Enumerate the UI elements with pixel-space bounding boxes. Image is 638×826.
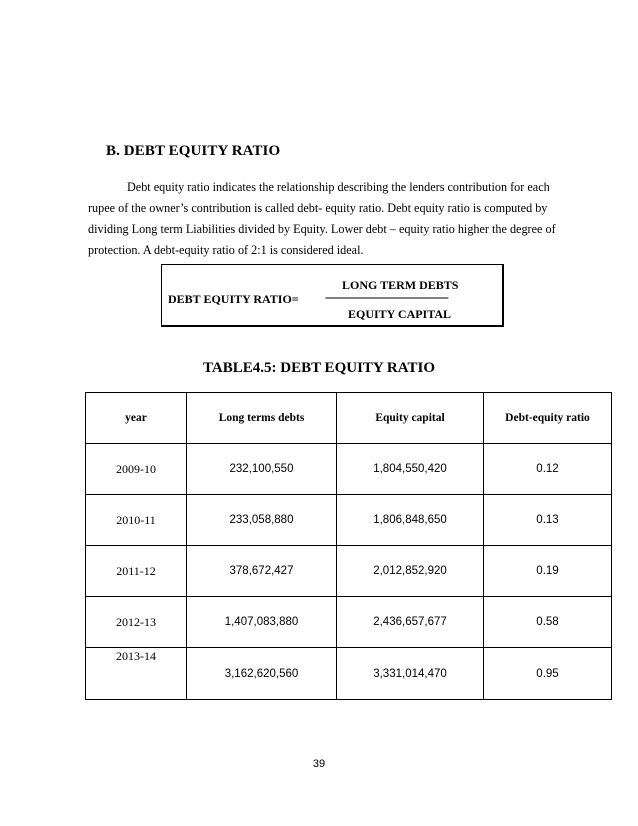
cell-long-term-debts: 1,407,083,880 — [187, 597, 337, 648]
paragraph-line: protection. A debt-equity ratio of 2:1 is considered ideal. — [88, 243, 364, 257]
cell-ratio: 0.95 — [484, 648, 612, 700]
cell-year: 2013-14 — [86, 648, 187, 700]
paragraph-line: Debt equity ratio indicates the relationship describing the lenders contribution for each — [127, 180, 550, 194]
cell-long-term-debts: 233,058,880 — [187, 495, 337, 546]
cell-ratio: 0.13 — [484, 495, 612, 546]
cell-ratio: 0.12 — [484, 444, 612, 495]
table-row — [86, 444, 612, 495]
cell-year: 2009-10 — [86, 444, 187, 495]
cell-long-term-debts: 3,162,620,560 — [187, 648, 337, 700]
table-row — [86, 648, 612, 700]
cell-equity-capital: 2,012,852,920 — [337, 546, 484, 597]
body-paragraph — [88, 177, 556, 261]
formula-box — [161, 264, 504, 327]
table-title: TABLE4.5: DEBT EQUITY RATIO — [203, 360, 435, 376]
cell-equity-capital: 3,331,014,470 — [337, 648, 484, 700]
paragraph-line: rupee of the owner’s contribution is called debt- equity ratio. Debt equity ratio is computed by — [88, 201, 548, 215]
page-number: 39 — [312, 758, 326, 770]
formula-denominator: EQUITY CAPITAL — [348, 307, 452, 321]
cell-equity-capital: 1,804,550,420 — [337, 444, 484, 495]
cell-equity-capital: 2,436,657,677 — [337, 597, 484, 648]
header-long-term-debts: Long terms debts — [187, 393, 337, 444]
paragraph-line: dividing Long term Liabilities divided by Equity. Lower debt – equity ratio higher the degree of — [88, 222, 556, 236]
cell-long-term-debts: 232,100,550 — [187, 444, 337, 495]
table-header-row — [86, 393, 612, 444]
table-row — [86, 597, 612, 648]
formula-numerator: LONG TERM DEBTS — [342, 278, 459, 292]
cell-year: 2011-12 — [86, 546, 187, 597]
cell-ratio: 0.19 — [484, 546, 612, 597]
cell-year: 2012-13 — [86, 597, 187, 648]
formula-label: DEBT EQUITY RATIO= — [168, 292, 299, 306]
cell-ratio: 0.58 — [484, 597, 612, 648]
header-equity-capital: Equity capital — [337, 393, 484, 444]
cell-year: 2010-11 — [86, 495, 187, 546]
table-row — [86, 546, 612, 597]
cell-equity-capital: 1,806,848,650 — [337, 495, 484, 546]
cell-long-term-debts: 378,672,427 — [187, 546, 337, 597]
header-year: year — [86, 393, 187, 444]
section-heading: B. DEBT EQUITY RATIO — [106, 143, 281, 159]
table-row — [86, 495, 612, 546]
header-debt-equity-ratio: Debt-equity ratio — [484, 393, 612, 444]
debt-equity-table — [85, 392, 612, 700]
formula-divider: ----------------------------------------- — [325, 290, 448, 304]
